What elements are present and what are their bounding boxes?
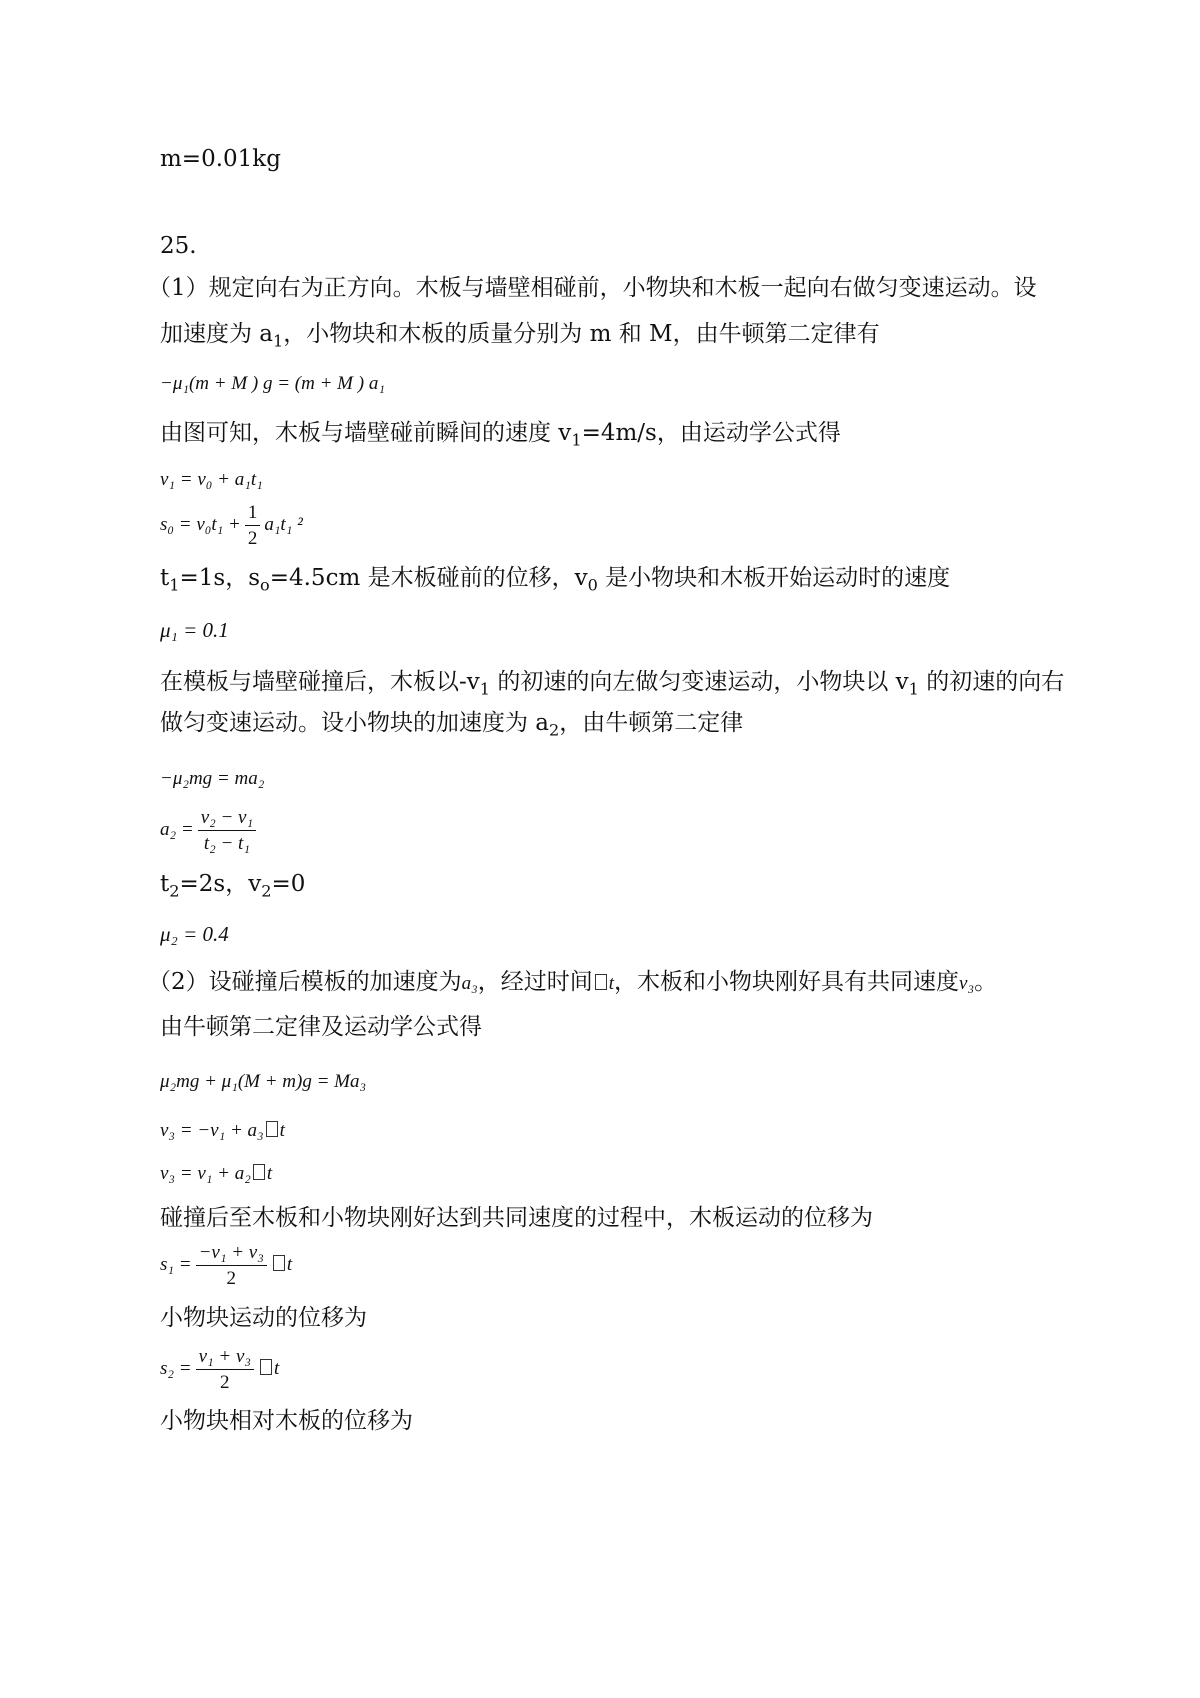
fraction-half	[245, 503, 261, 548]
text-fragment: 加速度为 a	[160, 321, 274, 347]
symbol-a3: a₃	[461, 973, 478, 994]
text-fragment: =1s，s	[179, 565, 261, 591]
equation-rhs: a₁t₁ ²	[264, 513, 303, 535]
fraction-denominator: 2	[220, 1372, 230, 1393]
equation-newton-2: −μ₂mg = ma₂	[160, 768, 265, 789]
fraction-numerator: −v₁ + v₃	[196, 1243, 267, 1266]
text-fragment: 的初速的向左做匀变速运动，小物块以 v	[490, 669, 909, 695]
equation-newton-1: −μ₁(m + M ) g = (m + M ) a₁	[160, 373, 385, 394]
subscript: 0	[587, 575, 598, 595]
text-fragment: 。	[974, 969, 998, 995]
delta-placeholder-icon	[260, 1359, 272, 1375]
equation-rhs: t	[266, 1163, 273, 1184]
fraction-numerator: v₁ + v₃	[196, 1347, 254, 1370]
fraction-numerator: v₂ − v₁	[198, 808, 256, 831]
text-fragment: 是小物块和木板开始运动时的速度	[597, 565, 951, 591]
fraction-numerator: 1	[245, 503, 261, 526]
text-fragment: t	[160, 871, 170, 897]
equation-v3-block	[160, 1164, 272, 1183]
text-after-collision-1	[160, 671, 1064, 698]
text-fragment: 做匀变速运动。设小物块的加速度为 a	[160, 710, 550, 736]
text-part1-accel	[160, 323, 880, 350]
equation-velocity-1: v₁ = v₀ + a₁t₁	[160, 469, 263, 490]
subscript: 2	[549, 720, 560, 740]
problem-number: 25.	[160, 233, 197, 259]
equation-displacement-0	[160, 503, 303, 548]
equation-rhs: t	[273, 1357, 280, 1379]
equation-newton-3: μ₂mg + μ₁(M + m)g = Ma₃	[160, 1071, 367, 1092]
text-fragment: t	[160, 565, 170, 591]
equation-s2	[160, 1347, 279, 1392]
text-fragment: 在模板与墙壁碰撞后，木板以-v	[160, 669, 480, 695]
text-board-displacement: 碰撞后至木板和小物块刚好达到共同速度的过程中，木板运动的位移为	[160, 1205, 873, 1231]
text-fragment: =0	[271, 871, 306, 897]
equation-rhs: t	[286, 1253, 293, 1275]
text-after-collision-2	[160, 712, 743, 739]
equation-lhs: s₁ =	[160, 1253, 192, 1275]
text-fragment: 的初速的向右	[918, 669, 1065, 695]
equation-lhs: a₂ =	[160, 818, 194, 840]
equation-mu2: μ₂ = 0.4	[160, 922, 229, 946]
equation-mu1: μ₁ = 0.1	[160, 618, 229, 642]
delta-placeholder-icon	[273, 1255, 285, 1271]
text-time-displacement	[160, 567, 950, 594]
text-fragment: =4m/s，由运动学公式得	[581, 420, 841, 446]
text-velocity-before	[160, 422, 841, 449]
subscript: 1	[479, 679, 491, 699]
text-mass-result: m=0.01kg	[160, 146, 281, 172]
subscript: 1	[571, 430, 582, 450]
delta-placeholder-icon	[266, 1121, 278, 1137]
subscript: o	[260, 575, 270, 595]
subscript: 1	[908, 679, 919, 699]
text-fragment: ，经过时间	[477, 969, 593, 995]
text-relative-displacement: 小物块相对木板的位移为	[160, 1408, 413, 1434]
text-fragment: =2s，v	[179, 871, 262, 897]
text-time-velocity-2	[160, 873, 305, 900]
equation-lhs: v₃ = −v₁ + a₃	[160, 1120, 264, 1141]
text-fragment: ，由牛顿第二定律	[559, 710, 744, 736]
text-fragment: 由图可知，木板与墙壁碰前瞬间的速度 v	[160, 420, 572, 446]
symbol-t: t	[608, 973, 615, 994]
equation-lhs: v₃ = v₁ + a₂	[160, 1163, 251, 1184]
text-fragment: （2）设碰撞后模板的加速度为	[148, 969, 462, 995]
text-fragment: ，小物块和木板的质量分别为 m 和 M，由牛顿第二定律有	[283, 321, 880, 347]
fraction-accel	[198, 808, 256, 853]
fraction-s1	[196, 1243, 267, 1288]
text-part2-intro	[148, 971, 997, 994]
text-fragment: ，木板和小物块刚好具有共同速度	[614, 969, 960, 995]
equation-lhs: s₂ =	[160, 1357, 192, 1379]
equation-accel-2	[160, 808, 260, 853]
subscript: 1	[169, 575, 180, 595]
equation-v3-board	[160, 1121, 285, 1140]
equation-rhs: t	[279, 1120, 285, 1141]
equation-s1	[160, 1243, 292, 1288]
fraction-s2	[196, 1347, 254, 1392]
symbol-v3: v₃	[959, 973, 975, 994]
text-fragment: =4.5cm 是木板碰前的位移，v	[269, 565, 588, 591]
text-block-displacement: 小物块运动的位移为	[160, 1305, 367, 1331]
subscript: 2	[261, 881, 272, 901]
text-part2-method: 由牛顿第二定律及运动学公式得	[160, 1014, 482, 1040]
text-part1-intro: （1）规定向右为正方向。木板与墙壁相碰前，小物块和木板一起向右做匀变速运动。设	[148, 275, 1037, 301]
delta-placeholder-icon	[595, 974, 607, 990]
delta-placeholder-icon	[253, 1164, 265, 1180]
subscript: 2	[169, 881, 180, 901]
fraction-denominator: t₂ − t₁	[203, 833, 250, 854]
fraction-denominator: 2	[247, 528, 258, 549]
equation-lhs: s₀ = v₀t₁ +	[160, 513, 241, 535]
fraction-denominator: 2	[226, 1268, 236, 1289]
subscript: 1	[273, 331, 284, 351]
